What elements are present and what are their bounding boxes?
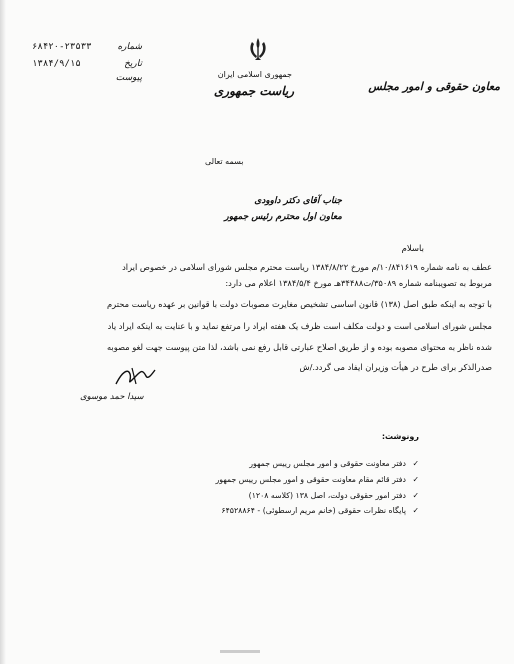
scan-edge [0, 0, 6, 664]
body-line: مربوط به تصویبنامه شماره ۳۵۰۸۹/ت۳۴۴۸۸هـ مورخ ۱۳۸۴/۵/۴ اعلام می دارد: [225, 278, 492, 288]
meta-number-row [32, 42, 142, 53]
cc-title: رونوشت: [381, 432, 419, 441]
presidency-title: ریاست جمهوری [213, 84, 294, 98]
iran-emblem-icon [246, 36, 270, 62]
body-line: عطف به نامه شماره ۱۰/۸۴۱۶۱۹/م مورخ ۱۳۸۴/۸/۲۲ ریاست محترم مجلس شورای اسلامی در خصوص ایراد [122, 262, 492, 272]
cc-item: ✓دفتر قائم مقام معاونت حقوقی و امور مجلس رییس جمهور [215, 475, 419, 484]
addressee-title: معاون اول محترم رئیس جمهور [224, 212, 342, 222]
date-value: ۱۳۸۴/۹/۱۵ [32, 59, 81, 69]
bottom-scan-mark [220, 650, 260, 653]
addressee-name: جناب آقای دکتر داوودی [254, 196, 342, 206]
check-mark-icon: ✓ [412, 459, 419, 468]
signatory-name: سیدا حمد موسوی [80, 392, 144, 402]
cc-item: ✓دفتر امور حقوقی دولت، اصل ۱۳۸ (کلاسه ۱۲۰۸) [248, 491, 419, 500]
body-line: مجلس شورای اسلامی است و دولت مکلف است ظرف یک هفته ایراد را مرتفع نماید و با عنایت به اینکه ایراد یاد [107, 321, 492, 331]
attach-label: پیوست [115, 73, 142, 83]
meta-attach-row [32, 73, 142, 84]
cc-item: ✓پایگاه نظرات حقوقی (خانم مریم ارسطوئی) - ۶۴۵۲۸۸۶۴ [221, 506, 419, 515]
check-mark-icon: ✓ [412, 475, 419, 484]
greeting: باسلام [401, 244, 424, 254]
letter-meta [32, 42, 142, 84]
body-line: با توجه به اینکه طبق اصل (۱۳۸) قانون اساسی تشخیص مغایرت مصوبات دولت با قوانین بر عهده ریاست محترم [107, 299, 492, 309]
meta-date-row [32, 59, 142, 70]
number-label: شماره [117, 42, 142, 52]
check-mark-icon: ✓ [412, 491, 419, 500]
republic-subtitle: جمهوری اسلامی ایران [217, 70, 292, 79]
body-line: شده ناظر به محتوای مصوبه بوده و از طریق اصلاح عبارتی قابل رفع نمی باشد، لذا متن پیوست جهت لغو مصوبه [106, 342, 492, 352]
date-label: تاریخ [124, 59, 142, 69]
cc-item: ✓دفتر معاونت حقوقی و امور مجلس رییس جمهور [249, 459, 419, 468]
body-line: صدرالذکر برای طرح در هیأت وزیران ایفاد می گردد./ش [299, 362, 492, 372]
number-value: ۶۸۴۲۰-۲۳۵۳۳ [32, 42, 92, 52]
office-title: معاون حقوقی و امور مجلس [368, 80, 500, 93]
check-mark-icon: ✓ [412, 506, 419, 515]
basmala: بسمه تعالی [205, 157, 244, 166]
handwritten-signature [112, 364, 158, 390]
